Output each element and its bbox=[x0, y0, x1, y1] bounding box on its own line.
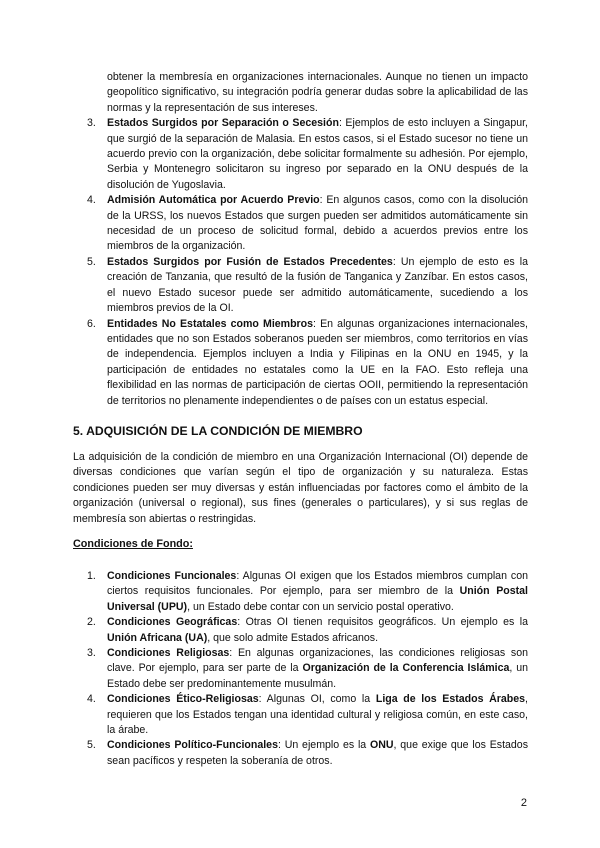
item-number: 5. bbox=[87, 255, 96, 268]
item-text: : Algunas OI, como la bbox=[258, 693, 376, 706]
item-org: Unión Africana (UA) bbox=[107, 631, 208, 644]
item-text: : En algunos casos, como con la disolución de la URSS, los nuevos Estados que surgen pueden ser admitidos automáticamente sin necesidad de un proceso de solicitud formal, debido a acuerdos previos entre los miembros de la organización. bbox=[107, 194, 528, 253]
list-item bbox=[73, 569, 528, 615]
item-text-end: , un Estado debe ser predominantemente musulmán. bbox=[107, 662, 528, 690]
list-item bbox=[73, 646, 528, 692]
list-item bbox=[73, 738, 528, 769]
item-term: Condiciones Funcionales bbox=[107, 569, 237, 582]
list-item bbox=[73, 615, 528, 646]
item-number: 1. bbox=[87, 569, 96, 582]
item-term: Condiciones Ético-Religiosas bbox=[107, 693, 259, 706]
item-term: Entidades No Estatales como Miembros bbox=[107, 317, 314, 330]
item-org: Liga de los Estados Árabes bbox=[375, 693, 526, 706]
item-number: 4. bbox=[87, 693, 96, 706]
conditions-list bbox=[73, 569, 528, 769]
item-term: Estados Surgidos por Fusión de Estados Precedentes bbox=[107, 255, 393, 268]
item-text-end: , requieren que los Estados tengan una identidad cultural y religiosa común, en este caso, la árabe. bbox=[107, 693, 528, 737]
item-number: 4. bbox=[87, 194, 96, 207]
item-text: : En algunas organizaciones, las condiciones religiosas son clave. Por ejemplo, para ser parte de la bbox=[107, 647, 528, 675]
continuation-paragraph: obtener la membresía en organizaciones internacionales. Aunque no tienen un impacto geopolítico significativo, su integración podría generar dudas sobre la aplicabilidad de las normas y la representación de sus intereses. bbox=[107, 71, 528, 114]
item-number: 6. bbox=[87, 317, 96, 330]
list-item bbox=[73, 193, 528, 255]
item-org: Organización de la Conferencia Islámica bbox=[302, 662, 510, 675]
item-number: 2. bbox=[87, 616, 96, 629]
list-item bbox=[73, 255, 528, 317]
page-number: 2 bbox=[520, 797, 527, 809]
item-org: Unión Postal Universal (UPU) bbox=[107, 585, 528, 613]
item-text-end: , un Estado debe contar con un servicio postal operativo. bbox=[187, 600, 454, 613]
entity-types-list bbox=[73, 116, 528, 409]
item-term: Condiciones Geográficas bbox=[107, 616, 238, 629]
item-term: Condiciones Religiosas bbox=[107, 647, 230, 659]
item-term: Admisión Automática por Acuerdo Previo bbox=[107, 194, 320, 207]
intro-paragraph: La adquisición de la condición de miembro en una Organización Internacional (OI) depende de diversas condiciones que varían según el tipo de organización y su naturaleza. Estas condiciones pueden ser muy diversas y están influenciadas por factores como el ámbito de la organización (universal o regional), sus fines (generales o particulares), y si sus reglas de membresía son abiertas o restringidas. bbox=[73, 450, 528, 525]
item-text: : Otras OI tienen requisitos geográficos. Un ejemplo es la bbox=[237, 616, 529, 629]
subheading: Condiciones de Fondo: bbox=[73, 537, 193, 550]
item-text: : En algunas organizaciones internacionales, entidades que no son Estados soberanos pueden ser miembros, como territorios en vías de independencia. Ejemplos incluyen a India y Filipinas en la ONU en 1945, y la participación de entidades no estatales como la UE en la FAO. Esto refleja una flexibilidad en las normas de participación de ciertas OOII, permitiendo la representación de territorios no plenamente independientes o de países con un estatus especial. bbox=[107, 317, 528, 407]
item-text: : Un ejemplo es la bbox=[277, 739, 370, 752]
list-item bbox=[73, 317, 528, 409]
item-text: : Un ejemplo de esto es la creación de Tanzania, que resultó de la fusión de Tanganica y Zanzíbar. En estos casos, el nuevo Estado sucesor puede ser admitido automáticamente, sucediendo a los miembros previos de la OI. bbox=[107, 255, 528, 315]
item-number: 5. bbox=[87, 739, 96, 752]
item-number: 3. bbox=[87, 647, 96, 659]
item-term: Condiciones Político-Funcionales bbox=[107, 739, 278, 752]
item-term: Estados Surgidos por Separación o Secesión bbox=[107, 117, 339, 130]
item-text-end: , que exige que los Estados sean pacíficos y respeten la soberanía de otros. bbox=[107, 739, 528, 767]
item-org: ONU bbox=[370, 739, 394, 752]
item-number: 3. bbox=[87, 117, 96, 130]
item-text: : Ejemplos de esto incluyen a Singapur, que surgió de la separación de Malasia. En estos casos, si el Estado sucesor no tiene un acuerdo previo con la organización, debe solicitar formalmente su adhesión. Por ejemplo, Serbia y Montenegro solicitaron su ingreso por separado en la ONU después de la disolución de Yugoslavia. bbox=[107, 117, 528, 191]
section-title: 5. ADQUISICIÓN DE LA CONDICIÓN DE MIEMBRO bbox=[73, 423, 363, 438]
list-item bbox=[73, 116, 528, 193]
document-page bbox=[73, 70, 528, 769]
list-item bbox=[73, 692, 528, 738]
item-text: : Algunas OI exigen que los Estados miembros cumplan con ciertos requisitos funcionales. Por ejemplo, para ser miembro de la bbox=[107, 569, 528, 598]
item-text-end: , que solo admite Estados africanos. bbox=[207, 631, 379, 644]
